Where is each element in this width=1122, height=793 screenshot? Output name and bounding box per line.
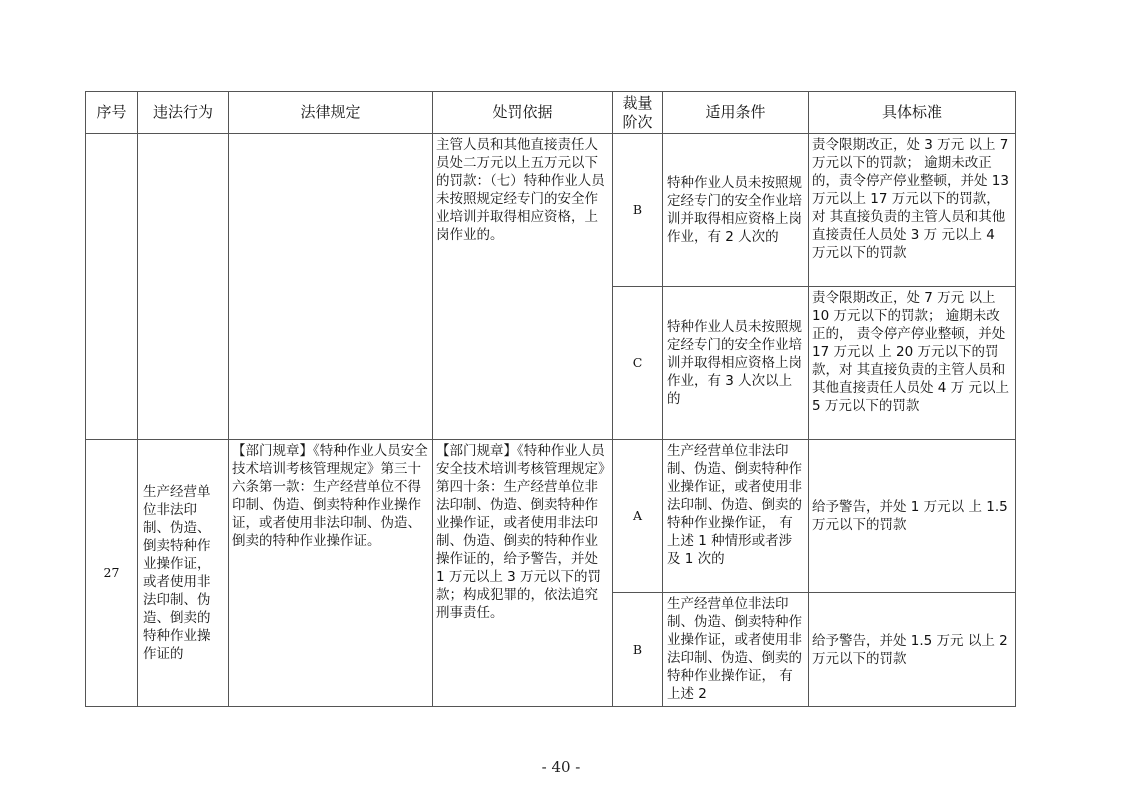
cell-basis: 【部门规章】《特种作业人员安全技术培训考核管理规定》第四十条：生产经营单位非法印制、伪造、倒卖特种作业操作证，或者使用非法印制、伪造、倒卖的特种作业操作证的，给予警告，并处 1 万元以上 3 万元以下的罚款；构成犯罪的，依法追究刑事责任。 <box>433 440 613 707</box>
cell-law: 【部门规章】《特种作业人员安全技术培训考核管理规定》第三十六条第一款：生产经营单位不得印制、伪造、倒卖特种作业操作证，或者使用非法印制、伪造、倒卖的特种作业操作证。 <box>229 440 433 707</box>
table-header-row <box>86 92 1016 134</box>
cell-level: A <box>613 440 663 593</box>
page-number: - 40 - <box>541 758 581 776</box>
header-std: 具体标准 <box>809 92 1016 134</box>
cell-level: B <box>613 593 663 707</box>
cell-act: 生产经营单位非法印制、伪造、倒卖特种作业操作证，或者使用非法印制、伪造、倒卖的特种作业操作证的 <box>138 440 229 707</box>
cell-cond: 生产经营单位非法印制、伪造、倒卖特种作业操作证，或者使用非法印制、伪造、倒卖的特种作业操作证， 有上述 2 <box>663 593 809 707</box>
table-row <box>86 134 1016 287</box>
cell-std: 给予警告，并处 1 万元以 上 1.5 万元以下的罚款 <box>809 440 1016 593</box>
cell-level: B <box>613 134 663 287</box>
header-cond: 适用条件 <box>663 92 809 134</box>
cell-level: C <box>613 287 663 440</box>
cell-act-empty <box>138 134 229 440</box>
penalty-standard-table <box>85 91 1016 707</box>
cell-std: 责令限期改正，处 3 万元 以上 7 万元以下的罚款； 逾期未改正的，责令停产停业整顿，并处 13 万元以上 17 万元以下的罚款，对 其直接负责的主管人员和其他直接责任人员处 3 万 元以上 4 万元以下的罚款 <box>809 134 1016 287</box>
header-basis: 处罚依据 <box>433 92 613 134</box>
cell-cond: 特种作业人员未按照规定经专门的安全作业培训并取得相应资格上岗作业，有 3 人次以上的 <box>663 287 809 440</box>
cell-seq-empty <box>86 134 138 440</box>
header-level: 裁量阶次 <box>613 92 663 134</box>
cell-law-empty <box>229 134 433 440</box>
cell-cond: 生产经营单位非法印制、伪造、倒卖特种作业操作证，或者使用非法印制、伪造、倒卖的特种作业操作证， 有上述 1 种情形或者涉及 1 次的 <box>663 440 809 593</box>
cell-basis-cont: 主管人员和其他直接责任人员处二万元以上五万元以下的罚款：（七）特种作业人员未按照规定经专门的安全作业培训并取得相应资格，上岗作业的。 <box>433 134 613 440</box>
cell-std: 责令限期改正，处 7 万元 以上 10 万元以下的罚款； 逾期未改正的， 责令停产停业整顿，并处 17 万元以 上 20 万元以下的罚款，对 其直接负责的主管人员和其他直接责任人员处 4 万 元以上 5 万元以下的罚款 <box>809 287 1016 440</box>
cell-std: 给予警告，并处 1.5 万元 以上 2 万元以下的罚款 <box>809 593 1016 707</box>
table-row <box>86 440 1016 593</box>
cell-seq: 27 <box>86 440 138 707</box>
cell-cond: 特种作业人员未按照规定经专门的安全作业培训并取得相应资格上岗作业，有 2 人次的 <box>663 134 809 287</box>
header-act: 违法行为 <box>138 92 229 134</box>
header-seq: 序号 <box>86 92 138 134</box>
header-law: 法律规定 <box>229 92 433 134</box>
